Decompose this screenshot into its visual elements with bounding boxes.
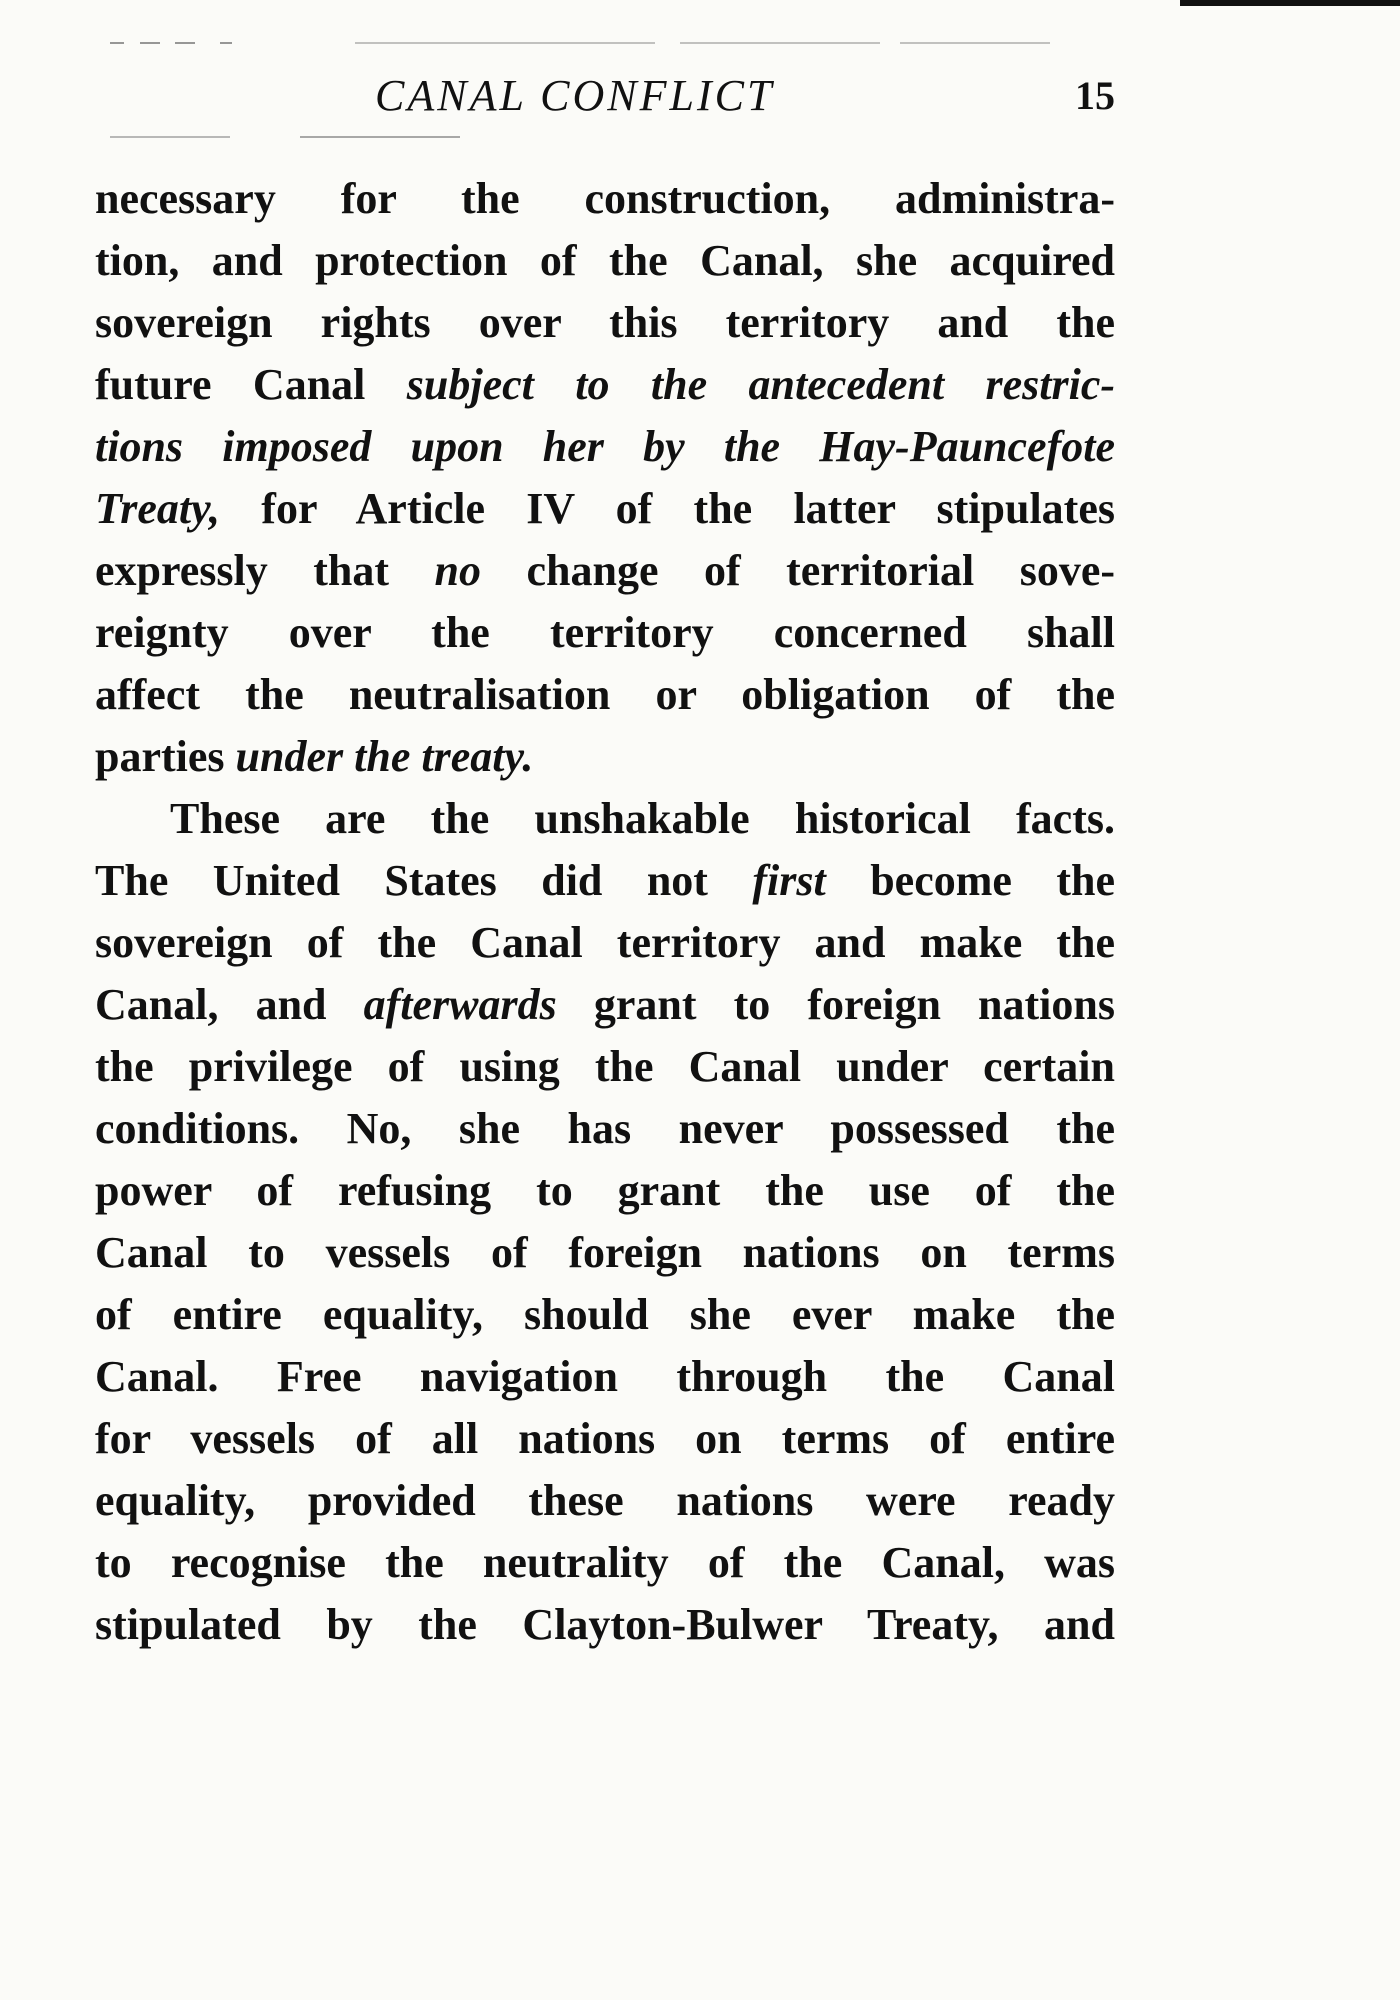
scan-mark: [300, 136, 460, 138]
scan-mark: [220, 42, 232, 44]
scan-mark: [175, 42, 195, 44]
running-title: CANAL CONFLICT: [375, 71, 775, 120]
text-line: expressly that no change of territorial sove-: [95, 546, 1115, 595]
text-line: Canal. Free navigation through the Canal: [95, 1352, 1115, 1401]
scan-mark: [900, 42, 1050, 44]
scan-mark: [110, 136, 230, 138]
text-line: future Canal subject to the antecedent restric-: [95, 360, 1115, 409]
text-line: equality, provided these nations were ready: [95, 1476, 1115, 1525]
page-body-text: [95, 168, 1115, 1656]
text-line: Canal, and afterwards grant to foreign nations: [95, 980, 1115, 1029]
scan-mark: [680, 42, 880, 44]
scan-mark: [110, 42, 124, 44]
text-line: Treaty, for Article IV of the latter stipulates: [95, 484, 1115, 533]
scan-mark: [355, 42, 655, 44]
text-line: affect the neutralisation or obligation of the: [95, 670, 1115, 719]
text-line: for vessels of all nations on terms of entire: [95, 1414, 1115, 1463]
text-line: conditions. No, she has never possessed the: [95, 1104, 1115, 1153]
text-line: stipulated by the Clayton-Bulwer Treaty, and: [95, 1600, 1115, 1649]
text-line: These are the unshakable historical facts.: [170, 794, 1115, 843]
text-line: reignty over the territory concerned shall: [95, 608, 1115, 657]
text-line: necessary for the construction, administra-: [95, 174, 1115, 223]
scan-edge-rule: [1180, 0, 1400, 6]
text-line: tion, and protection of the Canal, she acquired: [95, 236, 1115, 285]
text-line: The United States did not first become the: [95, 856, 1115, 905]
scan-mark: [140, 42, 160, 44]
text-line: Canal to vessels of foreign nations on terms: [95, 1228, 1115, 1277]
text-line: sovereign of the Canal territory and make the: [95, 918, 1115, 967]
text-line: to recognise the neutrality of the Canal, was: [95, 1538, 1115, 1587]
text-line: sovereign rights over this territory and the: [95, 298, 1115, 347]
text-line: power of refusing to grant the use of the: [95, 1166, 1115, 1215]
text-line: tions imposed upon her by the Hay-Pauncefote: [95, 422, 1115, 471]
running-head: [95, 66, 1115, 126]
text-line: the privilege of using the Canal under certain: [95, 1042, 1115, 1091]
text-line: of entire equality, should she ever make the: [95, 1290, 1115, 1339]
page-number: 15: [1075, 73, 1115, 118]
text-line: parties under the treaty.: [95, 732, 534, 781]
